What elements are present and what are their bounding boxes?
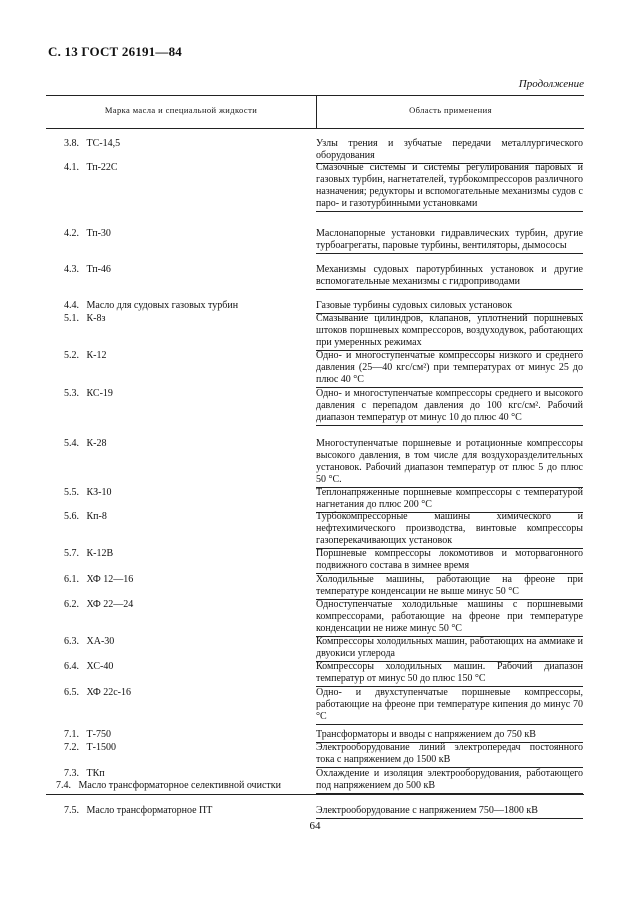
oil-grade-name: ХФ 22—24: [86, 599, 134, 610]
application-area-cell: Теплонапряженные поршневые компрессоры с температурой нагнетания до плюс 200 °С: [316, 487, 583, 513]
oil-grade-name: Кп-8: [86, 511, 107, 522]
table-row: [0, 511, 583, 549]
application-area-cell: Электрооборудование линий электропередач постоянного тока с напряжением до 1500 кВ: [316, 742, 583, 768]
oil-grade-cell: [0, 264, 316, 276]
oil-grade-name: ХФ 12—16: [86, 574, 134, 585]
row-number: 6.3.: [64, 636, 79, 647]
application-area-cell: Одно- и многоступенчатые компрессоры среднего и высокого давления с перепадом давления до 100 кгс/см². Рабочий диапазон температур от минус 10 до плюс 40 °С: [316, 388, 583, 426]
oil-grade-cell: [0, 687, 316, 699]
oil-grade-cell: [0, 350, 316, 362]
table-row: [0, 548, 583, 574]
oil-grade-name: ТКп: [86, 768, 105, 779]
oil-grade-name: Масло для судовых газовых турбин: [86, 300, 239, 311]
oil-grade-cell: [0, 300, 316, 312]
table-top-rule: [46, 95, 584, 96]
row-number: 4.2.: [64, 228, 79, 239]
page-number: 64: [309, 820, 321, 832]
row-number: 7.1.: [64, 729, 79, 740]
table-row: [0, 350, 583, 388]
oil-grade-cell: [0, 388, 316, 400]
oil-grade-name: ХА-30: [86, 636, 115, 647]
application-area-cell: Турбокомпрессорные машины химического и нефтехимического производства, винтовые компрессоры газоперекачивающих установок: [316, 511, 583, 549]
row-number: 5.7.: [64, 548, 79, 559]
application-area-cell: Компрессоры холодильных машин. Рабочий диапазон температур от минус 50 до плюс 150 °С: [316, 661, 583, 687]
oil-grade-name: ХС-40: [86, 661, 114, 672]
oil-grade-name: Тп-30: [86, 228, 111, 239]
oil-grade-cell: [0, 511, 316, 523]
table-bottom-rule: [46, 794, 584, 795]
row-number: 3.8.: [64, 138, 79, 149]
table-row: [0, 780, 583, 792]
application-area-cell: Электрооборудование с напряжением 750—1800 кВ: [316, 805, 583, 819]
oil-grade-name: ХФ 22с-16: [86, 687, 132, 698]
row-number: 7.4.: [56, 780, 71, 791]
row-number: 5.5.: [64, 487, 79, 498]
application-area-cell: Маслонапорные установки гидравлических турбин, другие турбоагрегаты, паровые турбины, вентиляторы, дымососы: [316, 228, 583, 254]
table-row: [0, 599, 583, 637]
column-header-mark: Марка масла и специальной жидкости: [104, 105, 258, 115]
row-number: 4.3.: [64, 264, 79, 275]
row-number: 4.4.: [64, 300, 79, 311]
oil-grade-cell: [0, 438, 316, 450]
oil-grade-cell: [0, 162, 316, 174]
row-number: 5.2.: [64, 350, 79, 361]
oil-grade-name: Т-750: [86, 729, 111, 740]
application-area-cell: Трансформаторы и вводы с напряжением до 750 кВ: [316, 729, 583, 743]
oil-grade-cell: [0, 768, 316, 780]
oil-grade-cell: [0, 729, 316, 741]
table-row: [0, 742, 583, 768]
table-row: [0, 228, 583, 254]
row-number: 5.6.: [64, 511, 79, 522]
oil-grade-cell: [0, 661, 316, 673]
page-header-title: С. 13 ГОСТ 26191—84: [48, 44, 182, 59]
row-number: 6.1.: [64, 574, 79, 585]
table-header-rule: [46, 128, 584, 129]
oil-grade-name: КЗ-10: [86, 487, 112, 498]
row-number: 7.3.: [64, 768, 79, 779]
application-area-cell: Одно- и многоступенчатые компрессоры низкого и среднего давления (25—40 кгс/см²) при температурах от минус 25 до плюс 40 °С: [316, 350, 583, 388]
application-area-cell: Одноступенчатые холодильные машины с поршневыми компрессорами, работающие на фреоне при температуре конденсации не ниже минус 50 °С: [316, 599, 583, 637]
row-number: 5.3.: [64, 388, 79, 399]
oil-grade-name: КС-19: [86, 388, 113, 399]
row-number: 6.5.: [64, 687, 79, 698]
oil-grade-cell: [0, 574, 316, 586]
row-number: 6.4.: [64, 661, 79, 672]
table-row: [0, 805, 583, 819]
row-number: 7.5.: [64, 805, 79, 816]
table-row: [0, 162, 583, 212]
oil-grade-name: К-12В: [86, 548, 114, 559]
oil-grade-cell: [0, 487, 316, 499]
application-area-cell: Смазочные системы и системы регулирования паровых и газовых турбин, нагнетателей, турбокомпрессоров различного назначения; редукторы и вспомогательные механизмы судов с паро- и газотурбинными установками: [316, 162, 583, 212]
table-row: [0, 313, 583, 351]
oil-grade-name: К-28: [86, 438, 107, 449]
table-row: [0, 438, 583, 488]
row-number: 5.1.: [64, 313, 79, 324]
oil-grade-name: Масло трансформаторное ПТ: [86, 805, 213, 816]
application-area-cell: Многоступенчатые поршневые и ротационные компрессоры высокого давления, в том числе для воздухоразделительных установок. Рабочий диапазон температур от плюс 5 до плюс 50 °С.: [316, 438, 583, 488]
oil-grade-cell: [0, 780, 316, 792]
table-row: [0, 729, 583, 743]
table-row: [0, 487, 583, 513]
oil-grade-cell: [0, 548, 316, 560]
oil-grade-cell: [0, 636, 316, 648]
application-area-cell: Механизмы судовых паротурбинных установок и другие вспомогательные механизмы с гидроприводами: [316, 264, 583, 290]
application-area-cell: [316, 780, 583, 781]
table-row: [0, 574, 583, 600]
table-row: [0, 661, 583, 687]
continuation-label: Продолжение: [518, 78, 584, 90]
oil-grade-name: К-12: [86, 350, 107, 361]
application-area-cell: Одно- и двухступенчатые поршневые компрессоры, работающие на фреоне при температуре кипения до минус 70 °С: [316, 687, 583, 725]
column-header-area: Область применения: [409, 105, 492, 115]
application-area-cell: Газовые турбины судовых силовых установок: [316, 300, 583, 314]
oil-grade-cell: [0, 599, 316, 611]
table-row: [0, 687, 583, 725]
oil-grade-name: Масло трансформаторное селективной очистки: [78, 780, 281, 791]
table-row: [0, 636, 583, 662]
application-area-cell: Смазывание цилиндров, клапанов, уплотнений поршневых штоков поршневых компрессоров, воздуходувок, работающих при умеренных режимах: [316, 313, 583, 351]
row-number: 5.4.: [64, 438, 79, 449]
oil-grade-cell: [0, 742, 316, 754]
table-row: [0, 300, 583, 314]
table-row: [0, 388, 583, 426]
application-area-cell: Узлы трения и зубчатые передачи металлургического оборудования: [316, 138, 583, 164]
oil-grade-cell: [0, 313, 316, 325]
oil-grade-name: Тп-22С: [86, 162, 118, 173]
row-number: 4.1.: [64, 162, 79, 173]
oil-grade-name: Т-1500: [86, 742, 116, 753]
table-row: [0, 264, 583, 290]
oil-grade-name: К-8з: [86, 313, 106, 324]
oil-grade-name: Тп-46: [86, 264, 111, 275]
application-area-cell: Поршневые компрессоры локомотивов и моторвагонного подвижного состава в зимнее время: [316, 548, 583, 574]
table-row: [0, 138, 583, 164]
row-number: 6.2.: [64, 599, 79, 610]
oil-grade-cell: [0, 138, 316, 150]
application-area-cell: Охлаждение и изоляция электрооборудования, работающего под напряжением до 500 кВ: [316, 768, 583, 794]
application-area-cell: Компрессоры холодильных машин, работающих на аммиаке и двуокиси углерода: [316, 636, 583, 662]
oil-grade-cell: [0, 228, 316, 240]
row-number: 7.2.: [64, 742, 79, 753]
oil-grade-name: ТС-14,5: [86, 138, 121, 149]
application-area-cell: Холодильные машины, работающие на фреоне при температуре конденсации не выше минус 50 °С: [316, 574, 583, 600]
oil-grade-cell: [0, 805, 316, 817]
